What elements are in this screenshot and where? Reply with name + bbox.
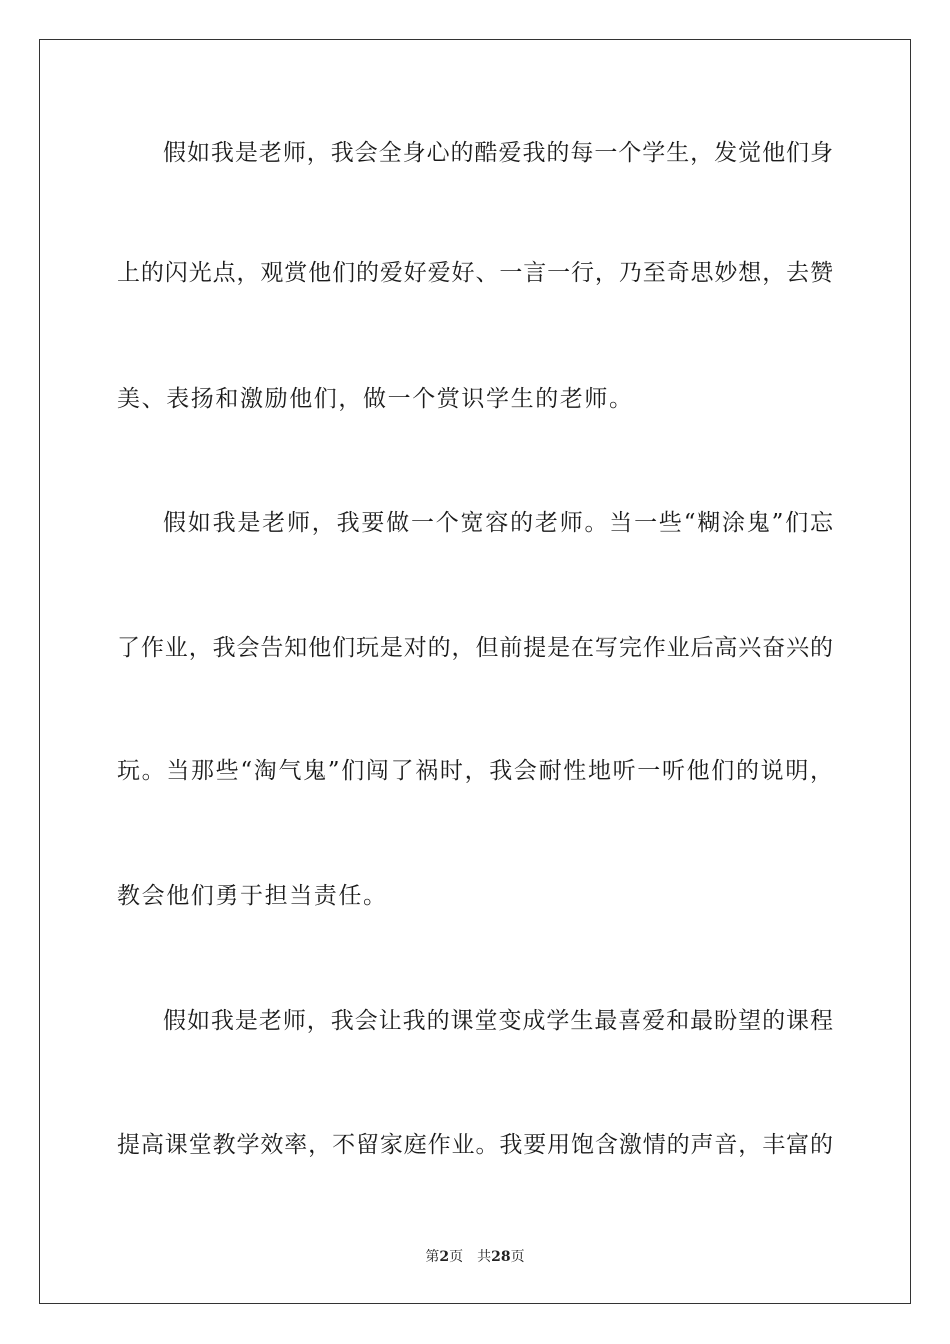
- total-prefix: 共: [477, 1249, 492, 1265]
- page-border: [39, 39, 911, 1304]
- paragraph-1-line-3: 美、表扬和激励他们，做一个赏识学生的老师。: [117, 386, 634, 412]
- paragraph-2-line-4: 教会他们勇于担当责任。: [117, 883, 388, 909]
- total-suffix: 页: [510, 1249, 525, 1265]
- page-number: 2: [439, 1249, 450, 1265]
- paragraph-3-line-1: 假如我是老师，我会让我的课堂变成学生最喜爱和最盼望的课程: [163, 1008, 833, 1034]
- page-prefix: 第: [425, 1249, 440, 1265]
- paragraph-2-line-2: 了作业，我会告知他们玩是对的，但前提是在写完作业后高兴奋兴的: [117, 635, 833, 661]
- paragraph-1-line-2: 上的闪光点，观赏他们的爱好爱好、一言一行，乃至奇思妙想，去赞: [117, 260, 833, 286]
- paragraph-2-line-3: 玩。当那些“淘气鬼”们闯了祸时，我会耐性地听一听他们的说明，: [117, 758, 833, 784]
- page-footer: [0, 1248, 950, 1266]
- page-suffix: 页: [449, 1249, 464, 1265]
- paragraph-2-line-1: 假如我是老师，我要做一个宽容的老师。当一些“糊涂鬼”们忘: [163, 510, 833, 536]
- paragraph-3-line-2: 提高课堂教学效率，不留家庭作业。我要用饱含激情的声音，丰富的: [117, 1132, 833, 1158]
- total-pages: 28: [491, 1249, 511, 1265]
- paragraph-1-line-1: 假如我是老师，我会全身心的酷爱我的每一个学生，发觉他们身: [163, 140, 833, 166]
